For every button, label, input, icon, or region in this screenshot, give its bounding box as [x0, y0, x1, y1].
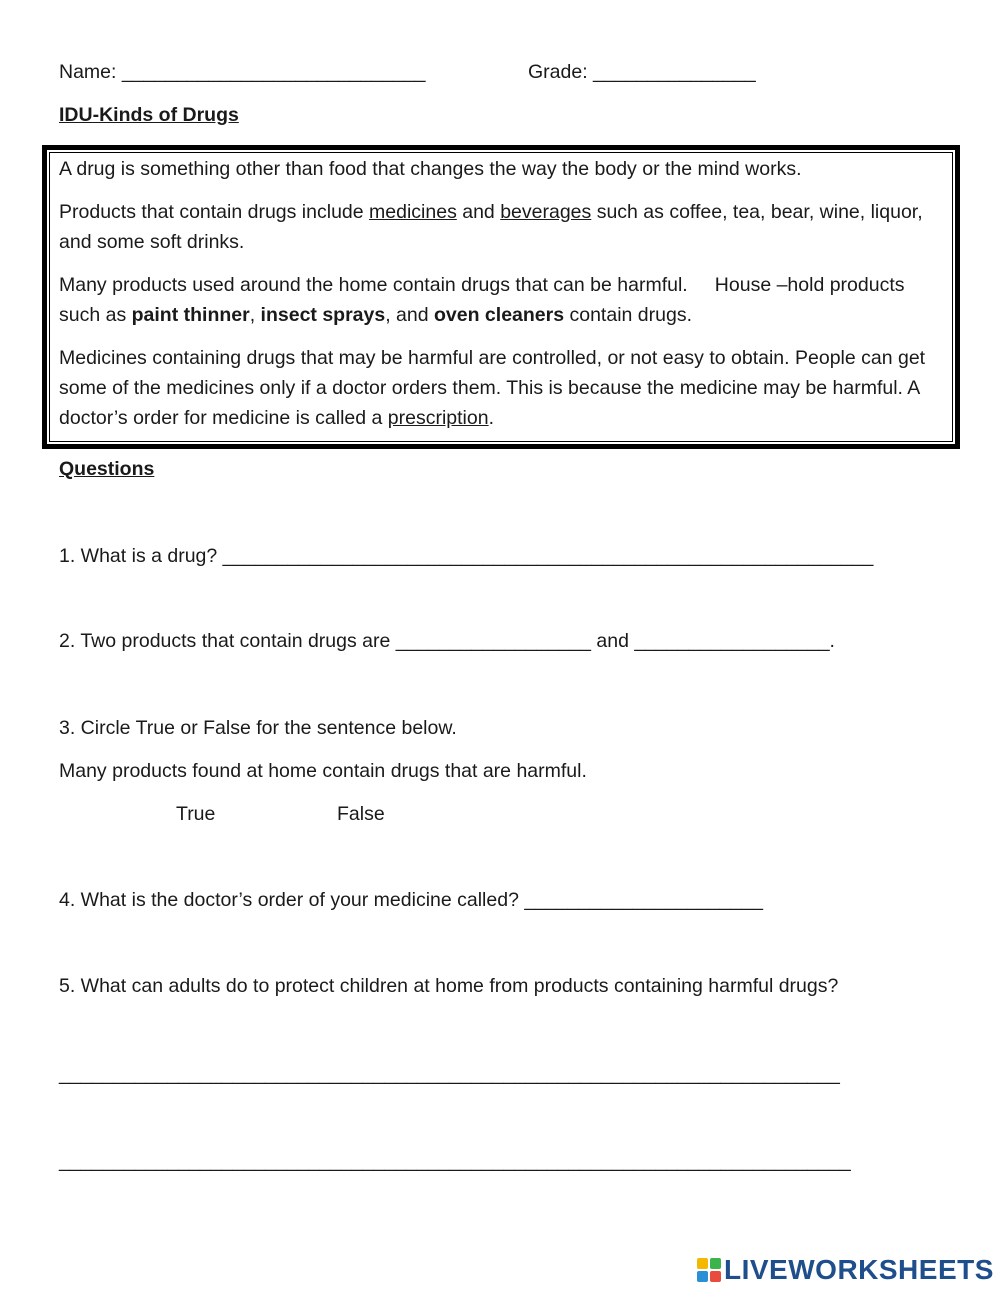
questions-heading: Questions: [59, 458, 155, 480]
question-4[interactable]: 4. What is the doctor’s order of your medicine called? ______________________: [59, 889, 763, 911]
keyword-oven-cleaners: oven cleaners: [434, 304, 565, 326]
option-false[interactable]: False: [337, 803, 385, 825]
keyword-paint-thinner: paint thinner: [131, 304, 250, 326]
info-paragraph-2: Products that contain drugs include medicines and beverages such as coffee, tea, bear, wine, liquor, and some soft drinks.: [59, 201, 923, 253]
question-5: 5. What can adults do to protect children at home from products containing harmful drugs?: [59, 975, 839, 997]
keyword-beverages: beverages: [500, 201, 592, 223]
question-3: 3. Circle True or False for the sentence below.: [59, 717, 457, 739]
answer-line-2[interactable]: _________________________________________________________________________: [59, 1150, 851, 1172]
grade-field[interactable]: Grade: _______________: [528, 61, 756, 83]
keyword-insect-sprays: insect sprays: [260, 304, 386, 326]
question-1[interactable]: 1. What is a drug? ____________________________________________________________: [59, 545, 874, 567]
logo-squares-icon: [697, 1258, 721, 1282]
answer-line-1[interactable]: ________________________________________________________________________: [59, 1063, 840, 1085]
keyword-medicines: medicines: [369, 201, 457, 223]
info-paragraph-1: A drug is something other than food that changes the way the body or the mind works.: [59, 158, 802, 180]
question-2[interactable]: 2. Two products that contain drugs are __________________ and __________________.: [59, 630, 835, 652]
keyword-prescription: prescription: [387, 407, 489, 429]
info-paragraph-4: Medicines containing drugs that may be harmful are controlled, or not easy to obtain. People can get some of the medicines only if a doctor orders them. This is because the medicine may be harmful. A doctor’s order for medicine is called a prescription.: [59, 347, 926, 429]
question-3-sentence: Many products found at home contain drugs that are harmful.: [59, 760, 587, 782]
page-title: IDU-Kinds of Drugs: [59, 104, 239, 126]
info-paragraph-3: Many products used around the home contain drugs that can be harmful. House –hold products such as paint thinner, insect sprays, and oven cleaners contain drugs.: [59, 274, 910, 326]
option-true[interactable]: True: [176, 803, 216, 825]
name-field[interactable]: Name: ____________________________: [59, 61, 426, 83]
